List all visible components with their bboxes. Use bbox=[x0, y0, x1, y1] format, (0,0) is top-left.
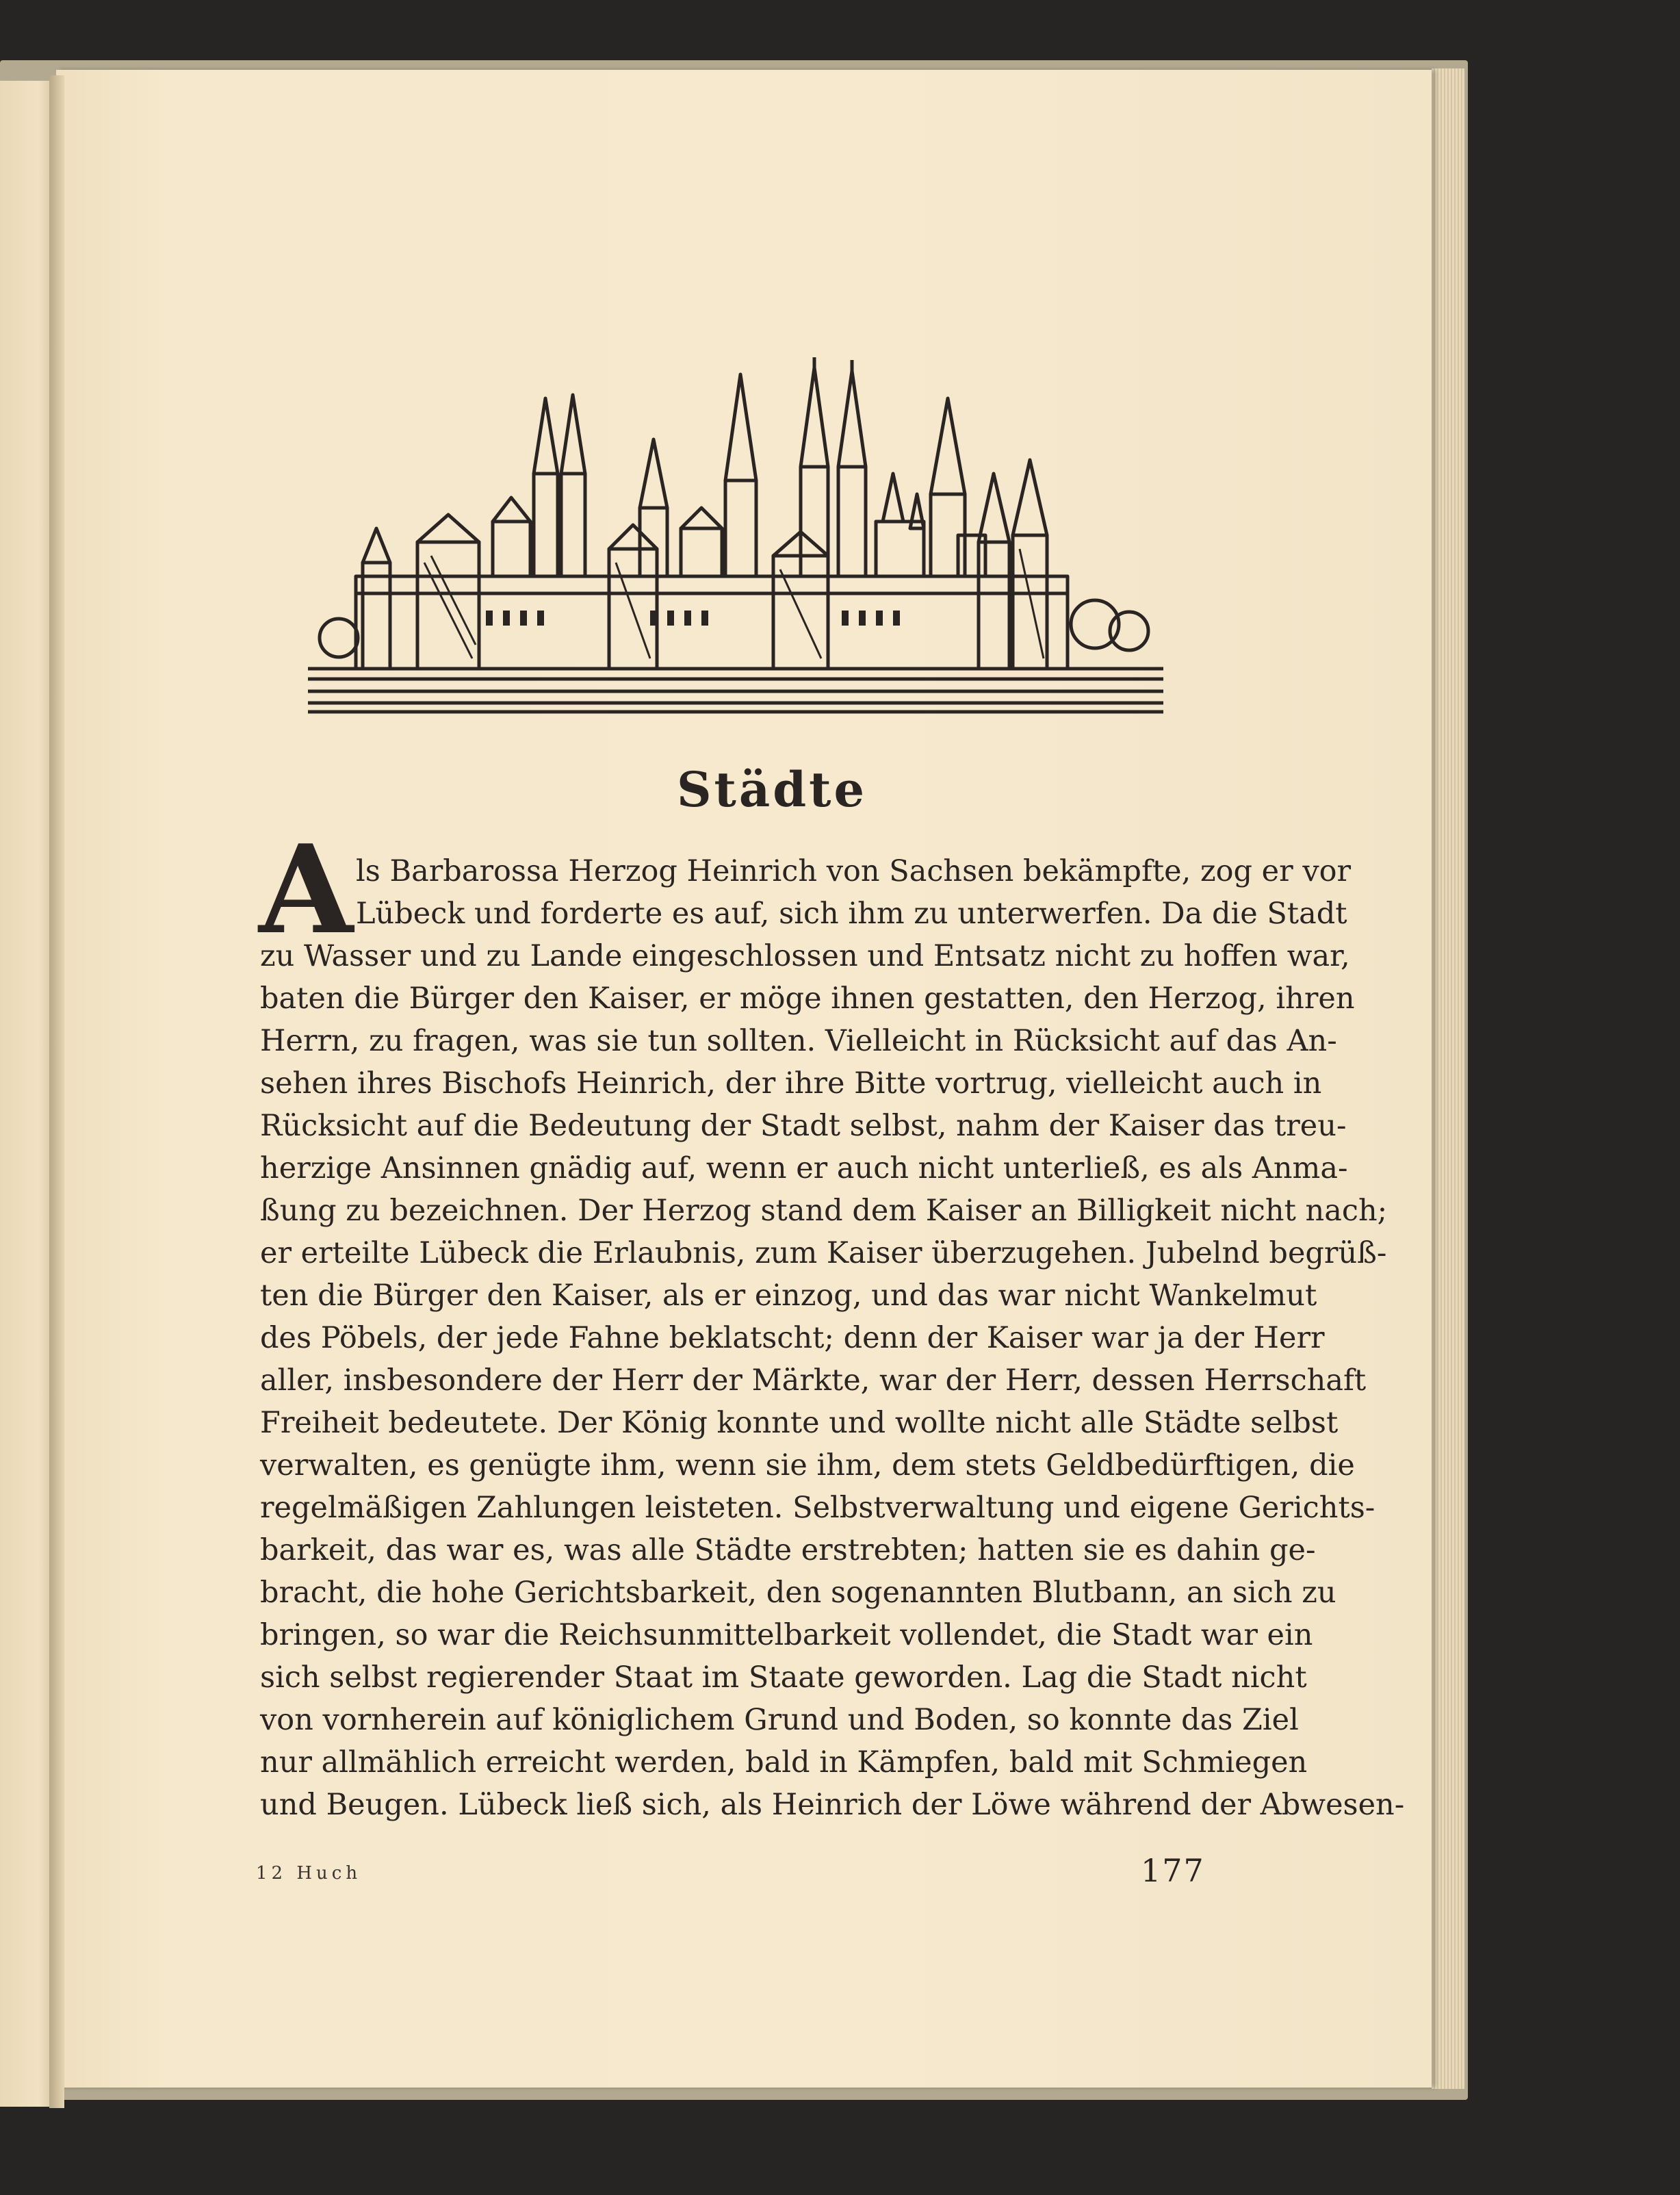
text-line: herzige Ansinnen gnädig auf, wenn er auch nicht unterließ, es als Anma- bbox=[260, 1151, 1348, 1185]
text-line: und Beugen. Lübeck ließ sich, als Heinrich der Löwe während der Abwesen- bbox=[260, 1788, 1405, 1822]
text-line: Rücksicht auf die Bedeutung der Stadt selbst, nahm der Kaiser das treu- bbox=[260, 1109, 1347, 1143]
chapter-title: Städte bbox=[676, 761, 868, 818]
book-page bbox=[56, 70, 1432, 2088]
text-line: zu Wasser und zu Lande eingeschlossen und Entsatz nicht zu hoffen war, bbox=[260, 939, 1350, 973]
text-line: von vornherein auf königlichem Grund und Boden, so konnte das Ziel bbox=[260, 1703, 1299, 1737]
text-line: bringen, so war die Reichsunmittelbarkeit vollendet, die Stadt war ein bbox=[260, 1618, 1313, 1652]
text-line: ten die Bürger den Kaiser, als er einzog, und das war nicht Wankelmut bbox=[260, 1279, 1317, 1313]
text-line: Herrn, zu fragen, was sie tun sollten. Vielleicht in Rücksicht auf das An- bbox=[260, 1024, 1337, 1058]
text-line: barkeit, das war es, was alle Städte erstrebten; hatten sie es dahin ge- bbox=[260, 1533, 1316, 1567]
page-block-edge bbox=[1432, 68, 1464, 2089]
signature-mark: 12 Huch bbox=[256, 1863, 362, 1884]
city-skyline-woodcut bbox=[308, 357, 1163, 720]
text-line: Lübeck und forderte es auf, sich ihm zu unterwerfen. Da die Stadt bbox=[356, 897, 1347, 931]
woodcut-town-wall bbox=[356, 576, 1068, 669]
page-number: 177 bbox=[1141, 1852, 1205, 1889]
text-line: baten die Bürger den Kaiser, er möge ihnen gestatten, den Herzog, ihren bbox=[260, 981, 1355, 1016]
text-line: Freiheit bedeutete. Der König konnte und wollte nicht alle Städte selbst bbox=[260, 1406, 1339, 1440]
text-line: verwalten, es genügte ihm, wenn sie ihm, dem stets Geldbedürftigen, die bbox=[260, 1448, 1355, 1482]
drop-cap-initial: A bbox=[259, 818, 354, 961]
book-gutter bbox=[49, 75, 64, 2108]
text-line: sehen ihres Bischofs Heinrich, der ihre Bitte vortrug, vielleicht auch in bbox=[260, 1066, 1322, 1101]
left-page-edge bbox=[0, 81, 55, 2107]
text-line: bracht, die hohe Gerichtsbarkeit, den sogenannten Blutbann, an sich zu bbox=[260, 1576, 1336, 1610]
text-line: des Pöbels, der jede Fahne beklatscht; denn der Kaiser war ja der Herr bbox=[260, 1321, 1325, 1355]
text-line: sich selbst regierender Staat im Staate geworden. Lag die Stadt nicht bbox=[260, 1660, 1307, 1695]
text-line: ßung zu bezeichnen. Der Herzog stand dem Kaiser an Billigkeit nicht nach; bbox=[260, 1194, 1388, 1228]
text-line: regelmäßigen Zahlungen leisteten. Selbstverwaltung und eigene Gerichts- bbox=[260, 1491, 1375, 1525]
body-text bbox=[260, 850, 1405, 1826]
text-line: ls Barbarossa Herzog Heinrich von Sachsen bekämpfte, zog er vor bbox=[356, 854, 1352, 888]
text-line: er erteilte Lübeck die Erlaubnis, zum Kaiser überzugehen. Jubelnd begrüß- bbox=[260, 1236, 1387, 1270]
text-line: nur allmählich erreicht werden, bald in Kämpfen, bald mit Schmiegen bbox=[260, 1745, 1308, 1780]
text-line: aller, insbesondere der Herr der Märkte, war der Herr, dessen Herrschaft bbox=[260, 1363, 1367, 1398]
